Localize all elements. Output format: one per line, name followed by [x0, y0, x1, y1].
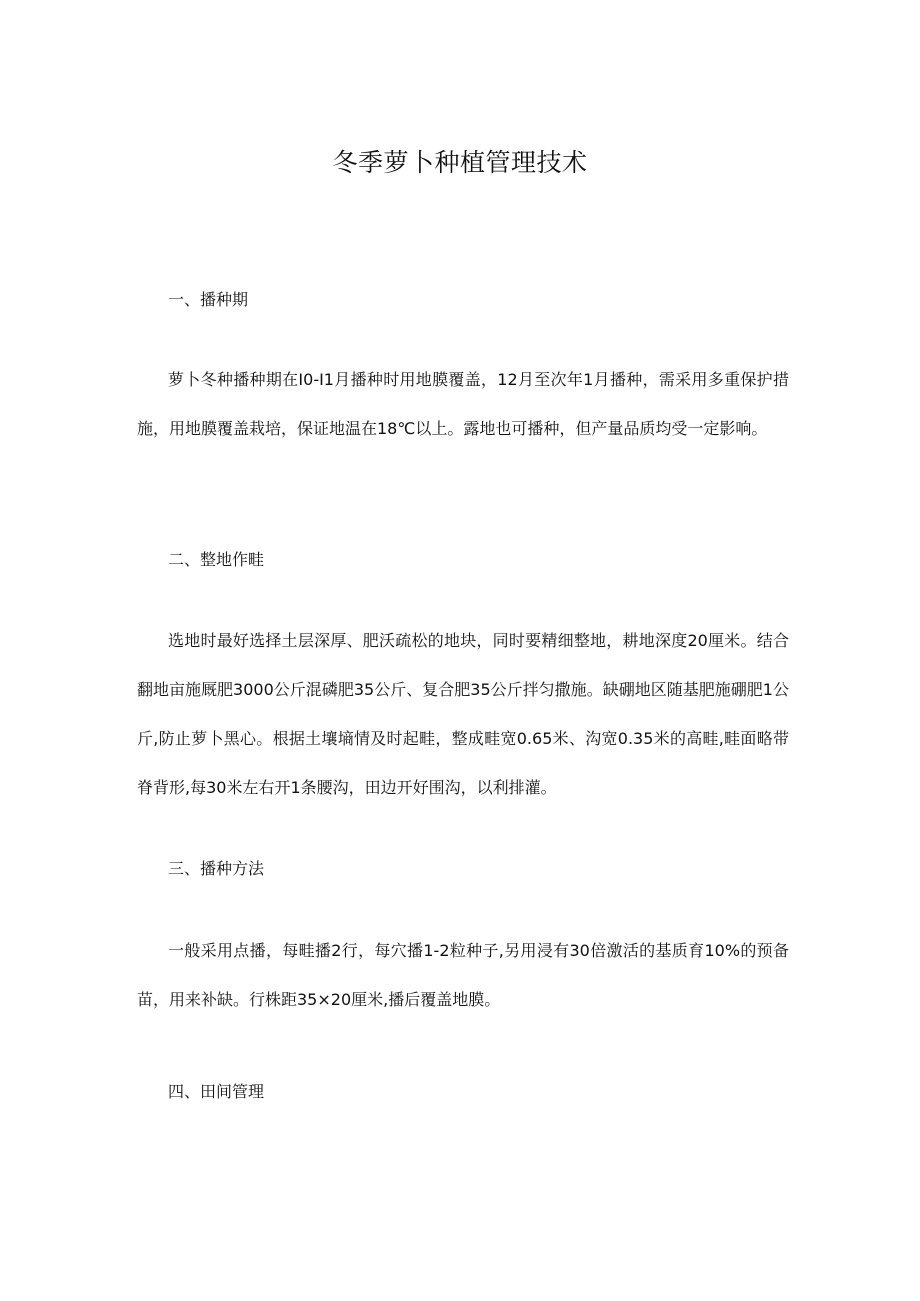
section-heading-field-management: 四、田间管理 [168, 1082, 265, 1101]
section-heading-sowing-method: 三、播种方法 [168, 859, 265, 878]
section-heading-soil-preparation: 二、整地作畦 [168, 550, 265, 569]
document-title: 冬季萝卜种植管理技术 [332, 148, 588, 177]
section-heading-sowing-period: 一、播种期 [168, 290, 249, 309]
section-body-sowing-period: 萝卜冬种播种期在I0-I1月播种时用地膜覆盖，12月至次年1月播种，需采用多重保护措施，用地膜覆盖栽培，保证地温在18℃以上。露地也可播种，但产量品质均受一定影响。 [137, 370, 789, 438]
section-body-soil-preparation: 选地时最好选择土层深厚、肥沃疏松的地块，同时要精细整地，耕地深度20厘米。结合翻地亩施厩肥3000公斤混磷肥35公斤、复合肥35公斤拌匀撒施。缺硼地区随基肥施硼肥1公斤,防止萝卜黑心。根据土壤墒情及时起畦，整成畦宽0.65米、沟宽0.35米的高畦,畦面略带脊背形,每30米左右开1条腰沟，田边开好围沟，以利排灌。 [137, 631, 789, 797]
section-body-sowing-method: 一般采用点播，每畦播2行，每穴播1-2粒种子,另用浸有30倍激活的基质育10%的预备苗，用来补缺。行株距35×20厘米,播后覆盖地膜。 [137, 941, 789, 1009]
